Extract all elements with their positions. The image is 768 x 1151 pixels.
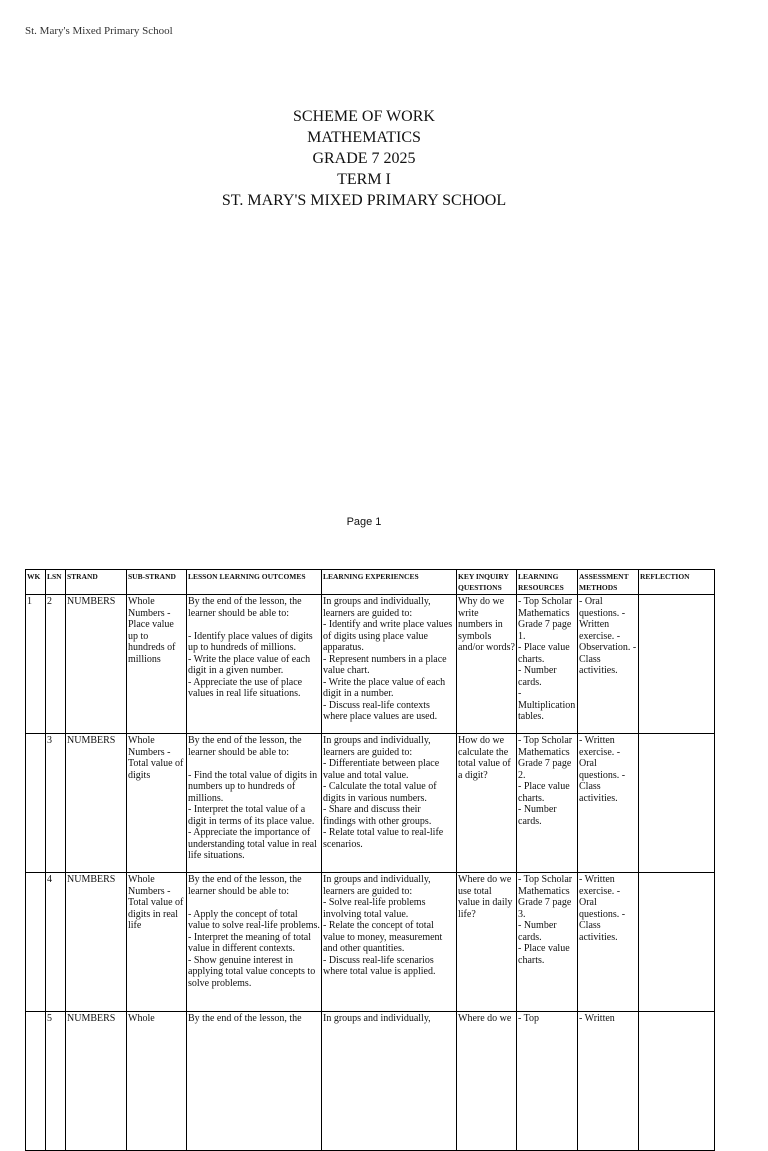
cell-wk [26,873,46,1012]
cell-wk [26,1012,46,1151]
table-row [26,873,715,1012]
cell-resources-line: - Place value charts. [518,642,570,665]
cell-resources-line: - Place value charts. [518,943,570,966]
cell-inquiry-questions: How do we calculate the total value of a digit? [457,734,517,873]
cell-experiences-line: - Identify and write place values of digits using place value apparatus. [323,619,453,653]
cell-outcomes-line: - Apply the concept of total value to solve real-life problems. [188,908,320,931]
header-reflection: REFLECTION [639,570,715,595]
running-header: St. Mary's Mixed Primary School [25,25,173,37]
title-line: ST. MARY'S MIXED PRIMARY SCHOOL [221,192,507,209]
table-header-row [26,570,715,595]
cell-outcomes-line: - Show genuine interest in applying total value concepts to solve problems. [188,954,316,989]
cell-strand: NUMBERS [66,873,127,1012]
cell-outcomes-line: - Appreciate the use of place values in real life situations. [188,676,303,699]
cell-outcomes-line: By the end of the lesson, the learner should be able to: [188,735,302,758]
cell-outcomes-line: - Identify place values of digits up to hundreds of millions. [188,630,313,653]
cell-outcomes-line [188,758,320,770]
table-row [26,595,715,734]
header-sub-strand: SUB-STRAND [127,570,187,595]
cell-experiences [322,873,457,1012]
cell-reflection [639,595,715,734]
header-experiences: LEARNING EXPERIENCES [322,570,457,595]
header-assessment: ASSESSMENT METHODS [578,570,639,595]
cell-strand: NUMBERS [66,734,127,873]
cell-experiences-line: - Discuss real-life scenarios where total value is applied. [323,954,436,977]
cell-lsn: 3 [46,734,66,873]
table-row [26,734,715,873]
header-wk: WK [26,570,46,595]
cell-experiences [322,595,457,734]
cell-outcomes-line: - Appreciate the importance of understanding total value in real life situations. [188,827,317,861]
cell-inquiry-questions: Where do we [457,1012,517,1151]
cell-experiences-line: - Solve real-life problems involving total value. [323,897,426,920]
cell-resources-line: - Top Scholar Mathematics Grade 7 page 2. [518,735,573,781]
cell-inquiry-questions: Where do we use total value in daily life? [457,873,517,1012]
cell-outcomes-line: - Find the total value of digits in numbers up to hundreds of millions. [188,769,318,804]
cell-resources [517,1012,578,1151]
cell-experiences [322,734,457,873]
cell-assessment: - Written exercise. - Oral questions. - Class activities. [578,873,639,1012]
cell-lsn: 5 [46,1012,66,1151]
cell-inquiry-questions: Why do we write numbers in symbols and/or words? [457,595,517,734]
cell-assessment: - Written [578,1012,639,1151]
cell-experiences-line: In groups and individually, learners are guided to: [323,596,431,619]
cell-lsn: 2 [46,595,66,734]
cell-reflection [639,1012,715,1151]
title-line: TERM I [337,171,391,188]
cell-experiences-line: - Write the place value of each digit in a number. [323,676,446,699]
cell-resources-line: - Top Scholar Mathematics Grade 7 page 1. [518,596,573,642]
cell-resources-line: - Multiplication tables. [518,688,576,722]
title-line: GRADE 7 2025 [312,150,416,167]
cell-strand: NUMBERS [66,595,127,734]
cell-experiences-line: - Relate total value to real-life scenarios. [323,827,444,850]
cell-outcomes-line: - Write the place value of each digit in a given number. [188,653,311,676]
cell-resources [517,873,578,1012]
cell-experiences-line: - Share and discuss their findings with other groups. [323,804,432,827]
cell-resources-line: - Top [518,1013,540,1024]
page-number: Page 1 [346,516,382,528]
cell-experiences-line: In groups and individually, learners are guided to: [323,735,431,758]
cell-lsn: 4 [46,873,66,1012]
cell-sub-strand: Whole Numbers - Total value of digits [127,734,187,873]
header-inquiry-questions: KEY INQUIRY QUESTIONS [457,570,517,595]
cell-resources-line: - Number cards. [518,665,557,688]
header-strand: STRAND [66,570,127,595]
cell-resources [517,595,578,734]
cell-wk [26,734,46,873]
cell-outcomes [187,1012,322,1151]
cell-outcomes-line [188,619,320,631]
cell-reflection [639,734,715,873]
cell-experiences [322,1012,457,1151]
cell-outcomes-line: By the end of the lesson, the [188,1013,302,1024]
header-outcomes: LESSON LEARNING OUTCOMES [187,570,322,595]
title-line: SCHEME OF WORK [293,108,435,125]
cell-sub-strand: Whole Numbers - Place value up to hundreds of millions [127,595,187,734]
cell-strand: NUMBERS [66,1012,127,1151]
document-title-block [0,106,728,211]
cell-resources [517,734,578,873]
cell-assessment: - Oral questions. - Written exercise. - Observation. - Class activities. [578,595,639,734]
cell-resources-line: - Number cards. [518,920,557,943]
cell-wk: 1 [26,595,46,734]
cell-experiences-line: - Calculate the total value of digits in various numbers. [323,781,437,804]
scheme-of-work-table [25,569,715,1151]
cell-outcomes [187,595,322,734]
cell-resources-line: - Place value charts. [518,781,570,804]
cell-sub-strand: Whole [127,1012,187,1151]
cell-reflection [639,873,715,1012]
header-lsn: LSN [46,570,66,595]
cell-experiences-line: - Represent numbers in a place value chart. [323,653,447,676]
cell-experiences-line: In groups and individually, learners are guided to: [323,874,431,897]
cell-resources-line: - Number cards. [518,804,557,827]
cell-experiences-line: - Relate the concept of total value to money, measurement and other quantities. [323,920,443,954]
cell-experiences-line: - Discuss real-life contexts where place values are used. [323,699,438,722]
table-row [26,1012,715,1151]
cell-outcomes-line: By the end of the lesson, the learner should be able to: [188,874,302,897]
cell-resources-line: - Top Scholar Mathematics Grade 7 page 3. [518,874,573,920]
cell-outcomes [187,734,322,873]
cell-experiences-line: In groups and individually, [323,1013,431,1024]
cell-assessment: - Written exercise. - Oral questions. - Class activities. [578,734,639,873]
cell-outcomes-line: By the end of the lesson, the learner should be able to: [188,596,302,619]
cell-outcomes-line: - Interpret the meaning of total value in different contexts. [188,931,312,954]
header-resources: LEARNING RESOURCES [517,570,578,595]
cell-sub-strand: Whole Numbers - Total value of digits in real life [127,873,187,1012]
cell-experiences-line: - Differentiate between place value and total value. [323,758,440,781]
cell-outcomes [187,873,322,1012]
cell-outcomes-line [188,897,320,909]
cell-outcomes-line: - Interpret the total value of a digit in terms of its place value. [188,804,315,827]
title-line: MATHEMATICS [307,129,421,146]
